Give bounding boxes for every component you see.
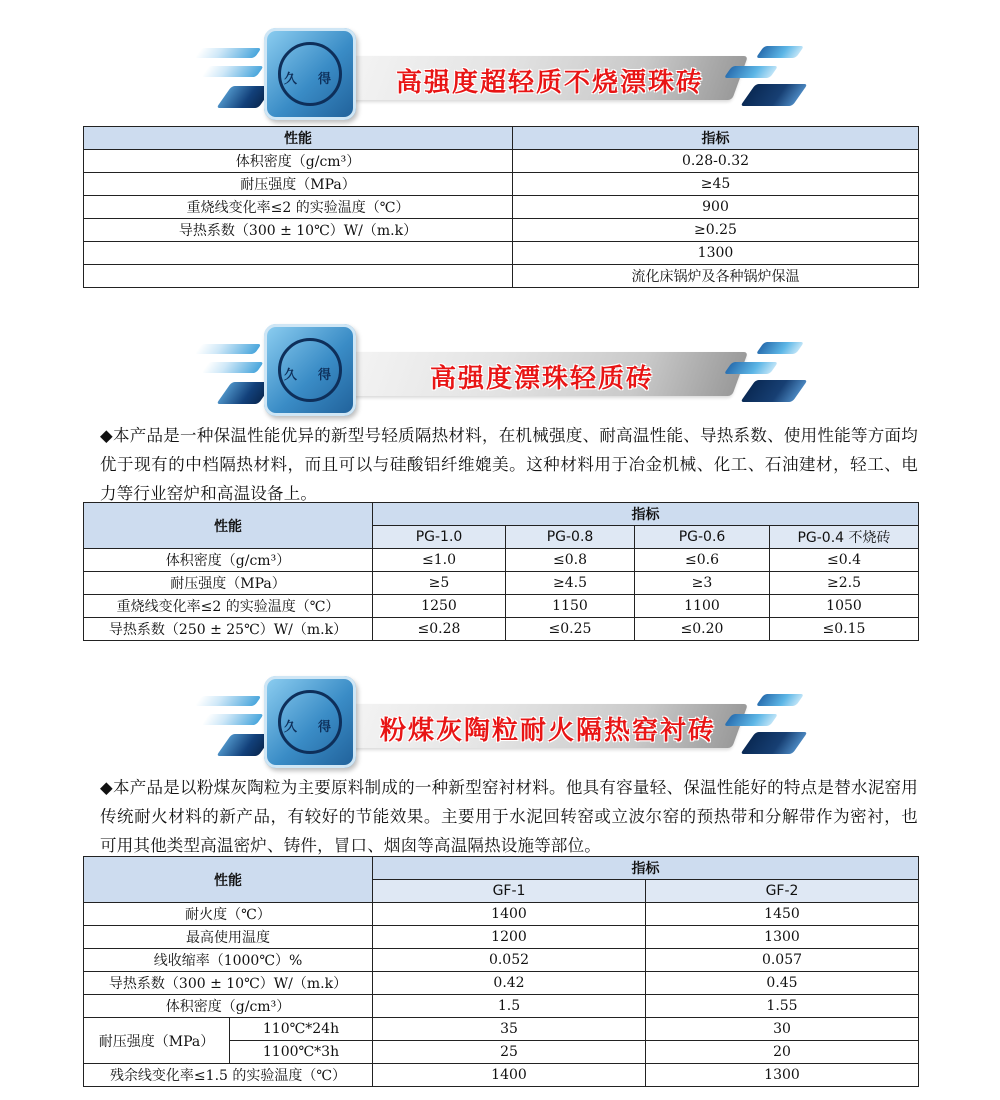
banner-decor <box>756 694 804 706</box>
table-row <box>84 196 919 219</box>
cell-value: 1450 <box>646 903 919 926</box>
cell-value: 1200 <box>373 926 646 949</box>
table-row <box>84 1018 919 1041</box>
section-description: ◆本产品是一种保温性能优异的新型号轻质隔热材料，在机械强度、耐高温性能、导热系数、使用性能等方面均优于现有的中档隔热材料，而且可以与硅酸铝纤维媲美。这种材料用于冶金机械、化工、石油建材，轻工、电力等行业窑炉和高温设备上。 <box>100 426 918 503</box>
cell-value: 1150 <box>506 595 635 618</box>
table-row <box>84 572 919 595</box>
cell-value: ≤0.6 <box>635 549 770 572</box>
cell-value: 1400 <box>373 903 646 926</box>
logo-glyph: 久 <box>284 368 298 383</box>
table-row <box>84 926 919 949</box>
banner-decor <box>724 66 778 78</box>
table-row <box>84 265 919 288</box>
cell-value: 1300 <box>646 1064 919 1087</box>
cell-value: 1300 <box>513 242 919 265</box>
cell-value: 1.5 <box>373 995 646 1018</box>
banner-decor <box>194 696 261 706</box>
banner-decor <box>740 84 807 106</box>
banner-decor <box>740 380 807 402</box>
cell-property: 体积密度（g/cm³） <box>84 995 373 1018</box>
cell-property: 耐压强度（MPa） <box>84 173 513 196</box>
spec-table-section2 <box>83 502 919 641</box>
cell-value: ≥0.25 <box>513 219 919 242</box>
cell-value: 20 <box>646 1041 919 1064</box>
table-row <box>84 618 919 641</box>
cell-property: 体积密度（g/cm³） <box>84 549 373 572</box>
cell-value: 25 <box>373 1041 646 1064</box>
header-grade: PG-0.6 <box>635 526 770 549</box>
cell-value: ≤0.25 <box>506 618 635 641</box>
banner-decor <box>724 362 778 374</box>
cell-value: ≥5 <box>373 572 506 595</box>
header-index: 指标 <box>373 857 919 880</box>
brand-logo <box>264 28 356 120</box>
cell-property <box>84 265 513 288</box>
table-row <box>84 549 919 572</box>
cell-value: ≥45 <box>513 173 919 196</box>
cell-value: ≤0.4 <box>770 549 919 572</box>
header-property: 性能 <box>84 127 513 150</box>
banner-decor <box>756 342 804 354</box>
logo-glyph: 得 <box>318 720 332 735</box>
cell-value: 35 <box>373 1018 646 1041</box>
table-row <box>84 595 919 618</box>
cell-value: 0.052 <box>373 949 646 972</box>
table-header-row <box>84 503 919 526</box>
cell-value: ≥3 <box>635 572 770 595</box>
section-title: 高强度超轻质不烧漂珠砖 <box>396 68 705 98</box>
brand-logo <box>264 324 356 416</box>
cell-value: ≥2.5 <box>770 572 919 595</box>
cell-value: 1.55 <box>646 995 919 1018</box>
cell-value: 1250 <box>373 595 506 618</box>
cell-property: 耐火度（℃） <box>84 903 373 926</box>
banner-decor <box>201 66 264 77</box>
cell-value: ≤0.28 <box>373 618 506 641</box>
banner-decor <box>724 714 778 726</box>
table-row <box>84 972 919 995</box>
cell-value: 30 <box>646 1018 919 1041</box>
cell-property: 导热系数（300 ± 10℃）W/（m.k） <box>84 972 373 995</box>
header-property: 性能 <box>84 503 373 549</box>
logo-glyph: 得 <box>318 368 332 383</box>
brand-logo <box>264 676 356 768</box>
header-property: 性能 <box>84 857 373 903</box>
table-row <box>84 173 919 196</box>
cell-value: 0.45 <box>646 972 919 995</box>
cell-value: ≥4.5 <box>506 572 635 595</box>
cell-value: 1050 <box>770 595 919 618</box>
section-title: 高强度漂珠轻质砖 <box>430 364 655 394</box>
section-title: 粉煤灰陶粒耐火隔热窑衬砖 <box>380 716 717 746</box>
cell-condition: 110℃*24h <box>230 1018 373 1041</box>
cell-property: 耐压强度（MPa） <box>84 572 373 595</box>
header-grade: GF-2 <box>646 880 919 903</box>
cell-value: 0.28-0.32 <box>513 150 919 173</box>
spec-table-section1 <box>83 126 919 288</box>
cell-value: 0.42 <box>373 972 646 995</box>
cell-property: 导热系数（300 ± 10℃）W/（m.k） <box>84 219 513 242</box>
cell-value: ≤0.15 <box>770 618 919 641</box>
cell-value: 流化床锅炉及各种锅炉保温 <box>513 265 919 288</box>
table-row <box>84 903 919 926</box>
banner-decor <box>194 344 261 354</box>
table-row <box>84 1064 919 1087</box>
table-header-row <box>84 127 919 150</box>
banner-section2 <box>0 322 1000 422</box>
table-row <box>84 949 919 972</box>
section-description: ◆本产品是以粉煤灰陶粒为主要原料制成的一种新型窑衬材料。他具有容量轻、保温性能好的特点是替水泥窑用传统耐火材料的新产品，有较好的节能效果。主要用于水泥回转窑或立波尔窑的预热带和分解带作为密衬，也可用其他类型高温密炉、铸件，冒口、烟囱等高温隔热设施等部位。 <box>100 778 918 855</box>
spec-table-section3 <box>83 856 919 1087</box>
cell-property: 重烧线变化率≤2 的实验温度（℃） <box>84 595 373 618</box>
cell-condition: 1100℃*3h <box>230 1041 373 1064</box>
cell-property: 残余线变化率≤1.5 的实验温度（℃） <box>84 1064 373 1087</box>
banner-decor <box>740 732 807 754</box>
cell-property <box>84 242 513 265</box>
logo-glyph: 久 <box>284 720 298 735</box>
banner-decor <box>201 714 264 725</box>
logo-glyph: 得 <box>318 72 332 87</box>
header-index: 指标 <box>513 127 919 150</box>
cell-property: 导热系数（250 ± 25℃）W/（m.k） <box>84 618 373 641</box>
header-grade: PG-0.4 不烧砖 <box>770 526 919 549</box>
cell-value: ≤1.0 <box>373 549 506 572</box>
header-grade: PG-1.0 <box>373 526 506 549</box>
cell-value: 1100 <box>635 595 770 618</box>
cell-value: 900 <box>513 196 919 219</box>
cell-property: 体积密度（g/cm³） <box>84 150 513 173</box>
header-grade: GF-1 <box>373 880 646 903</box>
logo-glyph: 久 <box>284 72 298 87</box>
cell-value: ≤0.8 <box>506 549 635 572</box>
table-row <box>84 995 919 1018</box>
header-grade: PG-0.8 <box>506 526 635 549</box>
banner-section1 <box>0 24 1000 124</box>
cell-property: 线收缩率（1000℃）% <box>84 949 373 972</box>
table-header-row <box>84 857 919 880</box>
banner-section3 <box>0 674 1000 774</box>
banner-decor <box>756 46 804 58</box>
cell-property: 最高使用温度 <box>84 926 373 949</box>
cell-value: 1300 <box>646 926 919 949</box>
cell-value: 1400 <box>373 1064 646 1087</box>
header-index: 指标 <box>373 503 919 526</box>
table-row <box>84 242 919 265</box>
table-row <box>84 219 919 242</box>
table-row <box>84 150 919 173</box>
cell-value: 0.057 <box>646 949 919 972</box>
banner-decor <box>201 362 264 373</box>
cell-property: 耐压强度（MPa） <box>84 1018 230 1064</box>
banner-decor <box>194 48 261 58</box>
cell-value: ≤0.20 <box>635 618 770 641</box>
cell-property: 重烧线变化率≤2 的实验温度（℃） <box>84 196 513 219</box>
